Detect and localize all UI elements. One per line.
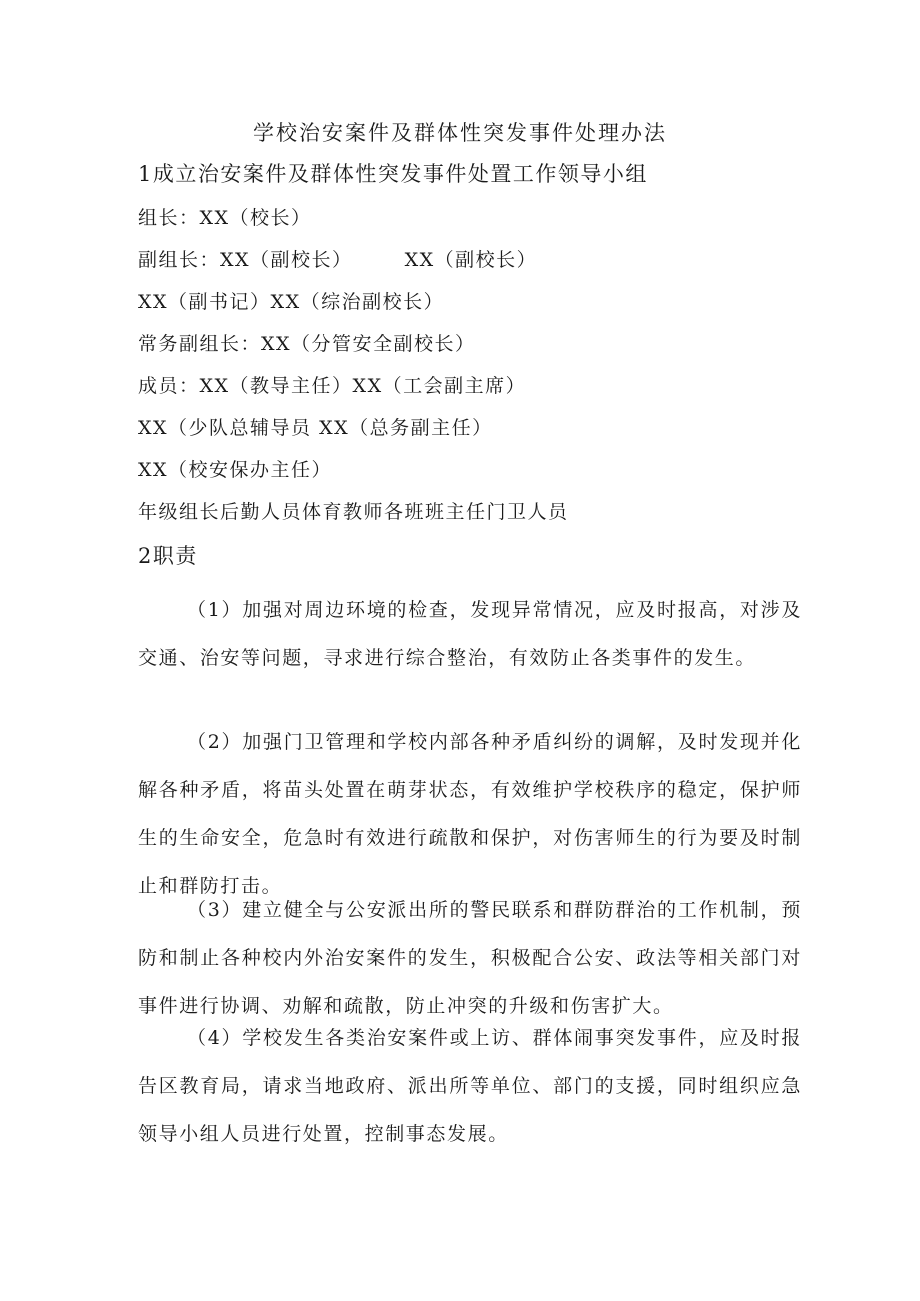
section-2-heading: 2职责 [138,544,198,568]
members-line-3: XX（校安保办主任） [138,459,333,481]
deputy-leader-a: 副组长：XX（副校长） [138,249,353,271]
duty-paragraph-4: （4）学校发生各类治安案件或上访、群体闹事突发事件，应及时报告区教育局，请求当地政府、派出所等单位、部门的支援，同时组织应急领导小组人员进行处置，控制事态发展。 [138,1027,802,1145]
members-line-4: 年级组长后勤人员体育教师各班班主任门卫人员 [138,501,569,523]
deputy-leader-b: XX（副校长） [404,249,538,271]
group-leader: 组长：XX（校长） [138,207,312,229]
document-title: 学校治安案件及群体性突发事件处理办法 [253,121,667,145]
duty-paragraph-2: （2）加强门卫管理和学校内部各种矛盾纠纷的调解，及时发现并化解各种矛盾，将苗头处置在萌芽状态，有效维护学校秩序的稳定，保护师生的生命安全，危急时有效进行疏散和保护，对伤害师生的行为要及时制止和群防打击。 [138,731,802,897]
section-1-heading: 1成立治安案件及群体性突发事件处置工作领导小组 [138,162,648,186]
members-line-1: 成员：XX（教导主任）XX（工会副主席） [138,375,527,397]
deputy-leaders-line2: XX（副书记）XX（综治副校长） [138,291,445,313]
duty-paragraph-1: （1）加强对周边环境的检查，发现异常情况，应及时报高，对涉及交通、治安等问题，寻求进行综合整治，有效防止各类事件的发生。 [138,599,802,669]
duty-paragraph-3: （3）建立健全与公安派出所的警民联系和群防群治的工作机制，预防和制止各种校内外治安案件的发生，积极配合公安、政法等相关部门对事件进行协调、劝解和疏散，防止冲突的升级和伤害扩大。 [138,899,802,1017]
executive-deputy-leader: 常务副组长：XX（分管安全副校长） [138,333,476,355]
deputy-leaders [138,246,537,274]
members-line-2: XX（少队总辅导员 XX（总务副主任） [138,417,493,439]
